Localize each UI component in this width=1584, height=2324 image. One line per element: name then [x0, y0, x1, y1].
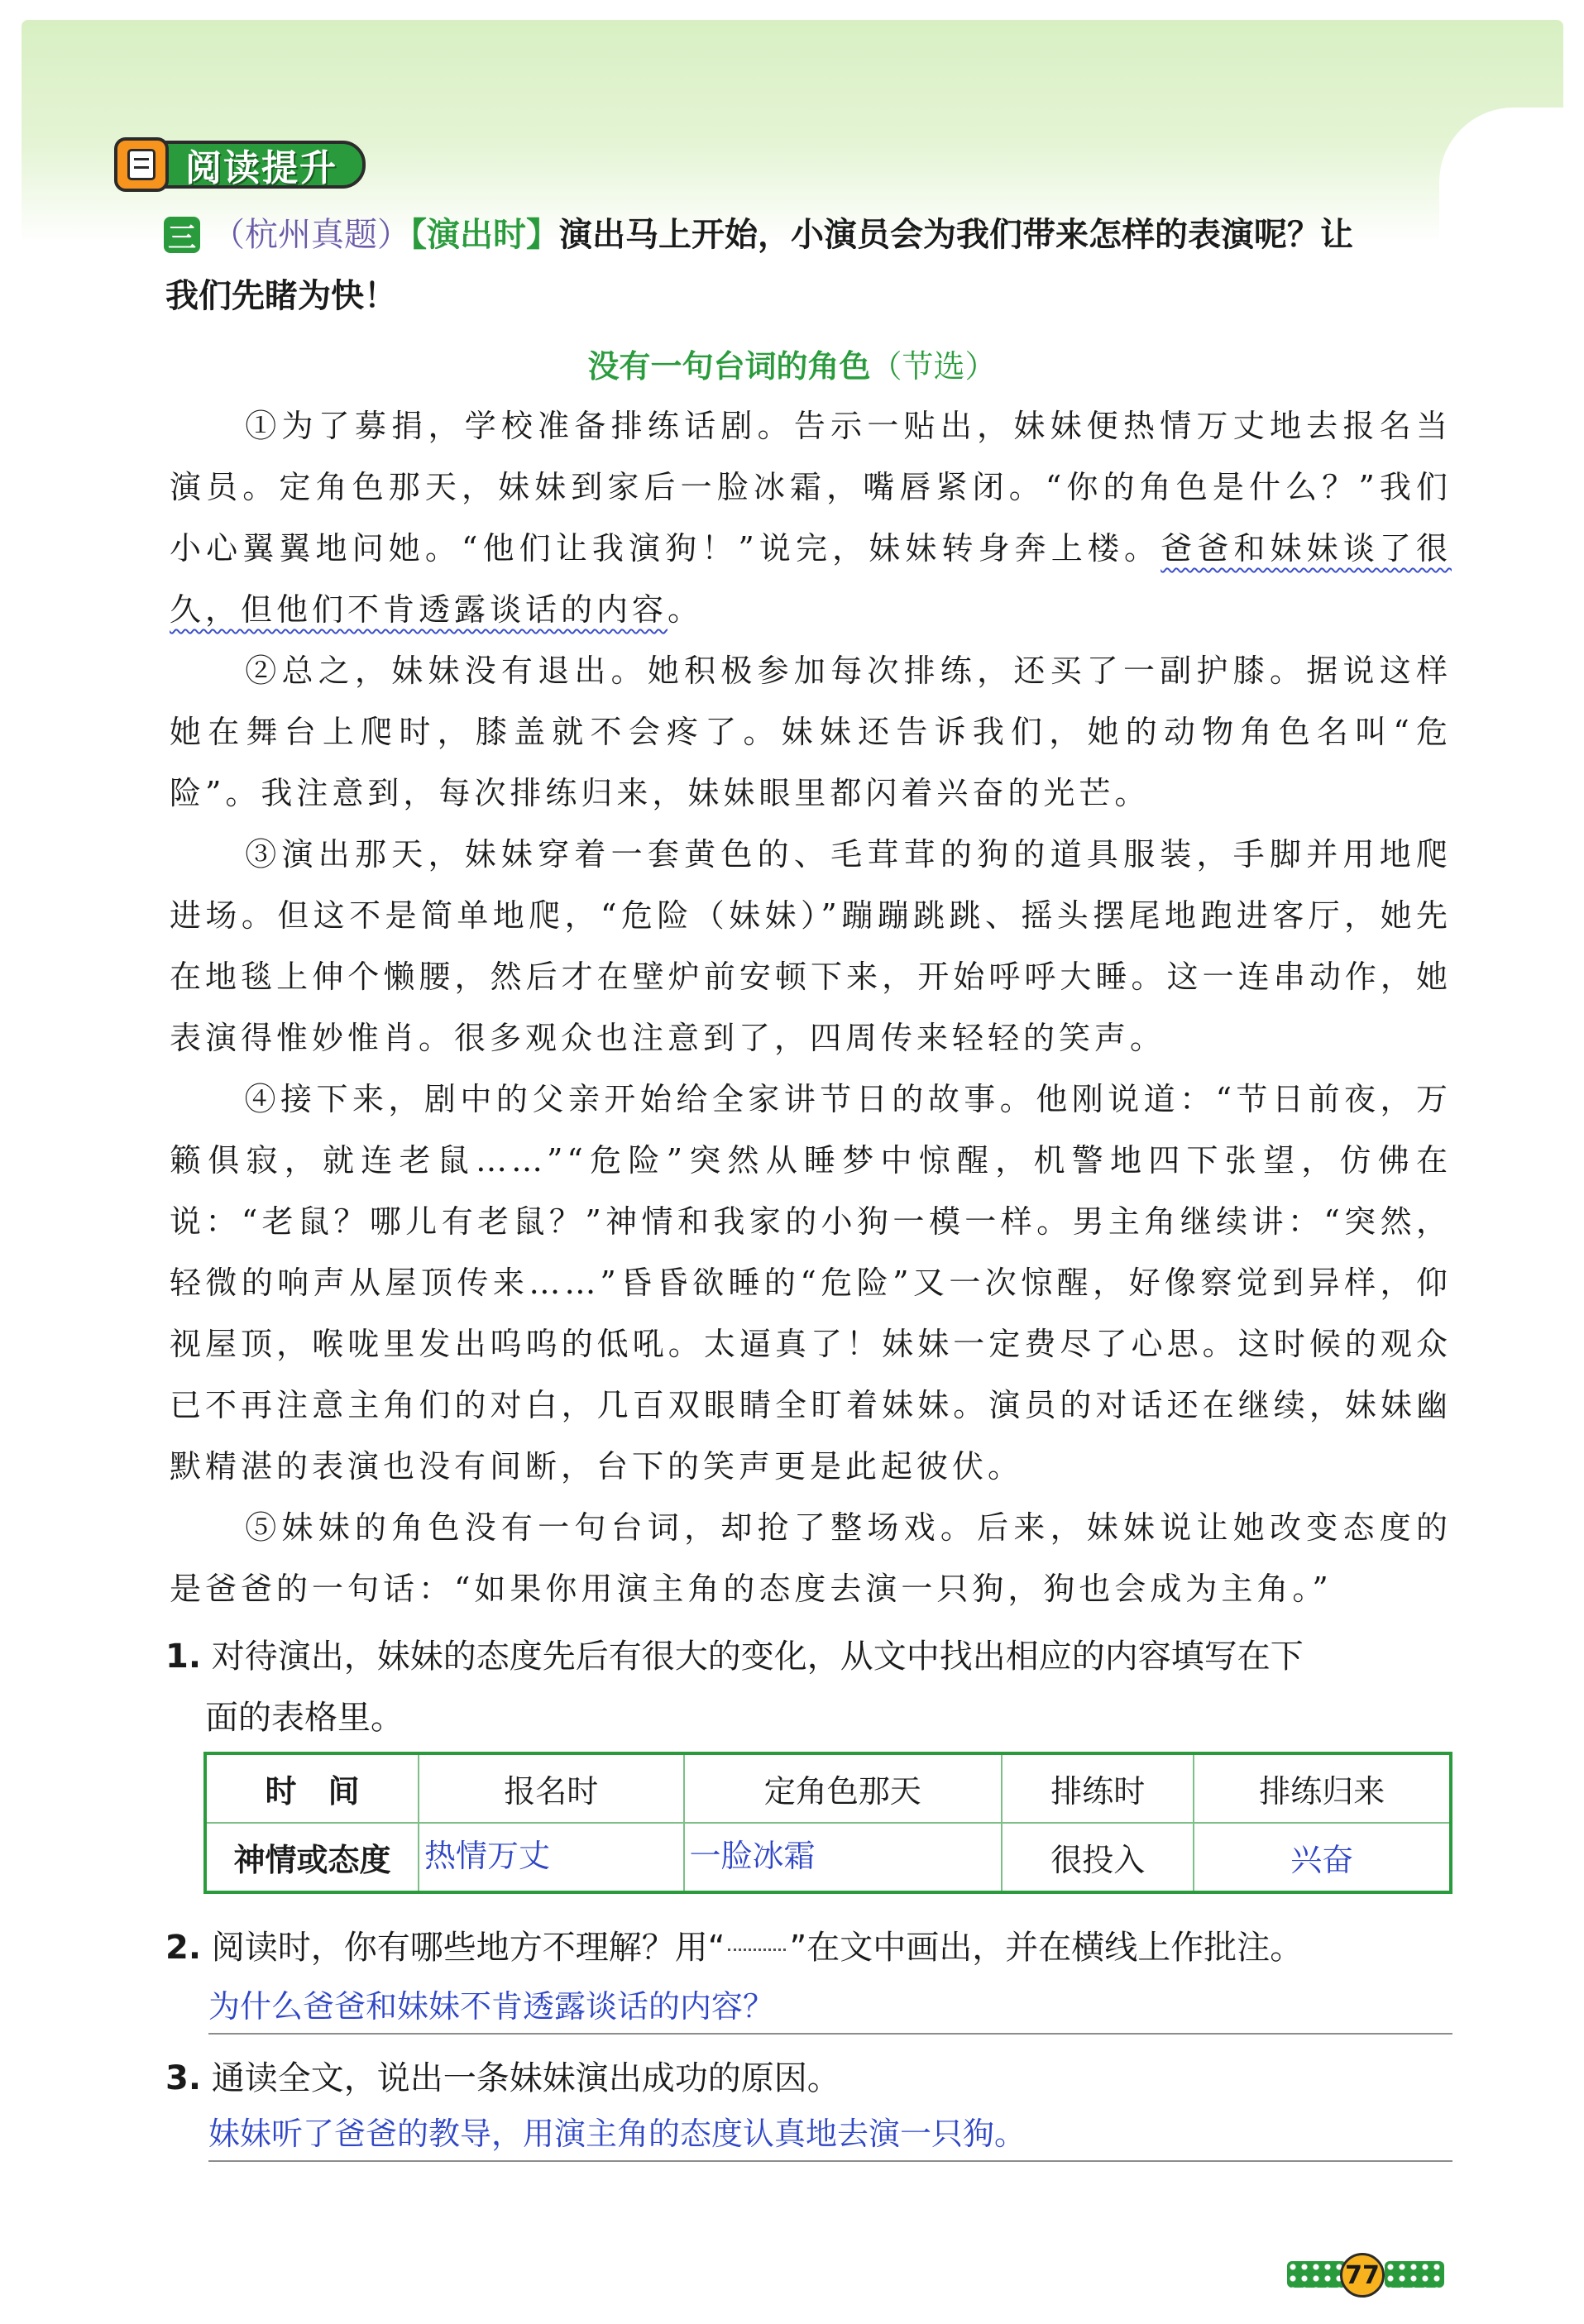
story-title-note: （节选）: [870, 348, 997, 385]
paragraph-2-text: ②总之，妹妹没有退出。她积极参加每次排练，还买了一副护膝。据说这样她在舞台上爬时，膝盖就不会疼了。妹妹还告诉我们，她的动物角色名叫“危险”。我注意到，每次排练归来，妹妹眼里都闪着兴奋的光芒。: [170, 653, 1452, 811]
paragraph-1: [170, 395, 1452, 640]
paragraph-3: [170, 824, 1452, 1069]
answer-casting[interactable]: 一脸冰霜: [684, 1823, 1003, 1892]
exercise-intro: [212, 205, 1456, 265]
question-2-text-b: ”在文中画出，并在横线上作批注。: [789, 1929, 1304, 1967]
table-row: [205, 1753, 1451, 1823]
question-1-text: 对待演出，妹妹的态度先后有很大的变化，从文中找出相应的内容填写在下: [211, 1638, 1304, 1676]
answer-signup[interactable]: 热情万丈: [419, 1823, 684, 1892]
story-title-text: 没有一句台词的角色: [587, 348, 871, 385]
question-1-text-cont: 面的表格里。: [205, 1699, 404, 1737]
question-2-answer[interactable]: 为什么爸爸和妹妹不肯透露谈话的内容？: [208, 1982, 1452, 2035]
table-head-time: 时 间: [205, 1753, 419, 1823]
page-number: 77: [1340, 2253, 1385, 2298]
question-3: [165, 2048, 1456, 2109]
answer-rehearsal[interactable]: 很投入: [1002, 1823, 1194, 1892]
page-number-decoration-left: [1287, 2261, 1347, 2288]
section-badge: [114, 137, 366, 192]
table-head-attitude: 神情或态度: [205, 1823, 419, 1892]
answer-after-rehearsal[interactable]: 兴奋: [1194, 1823, 1451, 1892]
table-col-signup: 报名时: [419, 1753, 684, 1823]
question-3-number: 3.: [165, 2059, 202, 2097]
story-title: [0, 341, 1584, 386]
question-1: [165, 1626, 1456, 1748]
question-3-text: 通读全文，说出一条妹妹演出成功的原因。: [211, 2059, 840, 2097]
exercise-mark: 三: [164, 217, 200, 253]
wavy-line-sample: [728, 1949, 786, 1951]
table-col-after-rehearsal: 排练归来: [1194, 1753, 1451, 1823]
question-2-number: 2.: [165, 1929, 202, 1967]
question-1-number: 1.: [165, 1638, 202, 1676]
paragraph-4-text: ④接下来，剧中的父亲开始给全家讲节日的故事。他刚说道：“节日前夜，万籁俱寂，就连老鼠……”“危险”突然从睡梦中惊醒，机警地四下张望，仿佛在说：“老鼠？哪儿有老鼠？”神情和我家的小狗一模一样。男主角继续讲：“突然，轻微的响声从屋顶传来……”昏昏欲睡的“危险”又一次惊醒，好像察觉到异样，仰视屋顶，喉咙里发出呜呜的低吼。太逼真了！妹妹一定费尽了心思。这时候的观众已不再注意主角们的对白，几百双眼睛全盯着妹妹。演员的对话还在继续，妹妹幽默精湛的表演也没有间断，台下的笑声更是此起彼伏。: [170, 1081, 1452, 1485]
exercise-intro-line1: 演出马上开始，小演员会为我们带来怎样的表演呢？让: [559, 216, 1353, 254]
book-icon: [114, 137, 169, 192]
paragraph-3-text: ③演出那天，妹妹穿着一套黄色的、毛茸茸的狗的道具服装，手脚并用地爬进场。但这不是简单地爬，“危险（妹妹）”蹦蹦跳跳、摇头摆尾地跑进客厅，她先在地毯上伸个懒腰，然后才在壁炉前安顿下来，开始呼呼大睡。这一连串动作，她表演得惟妙惟肖。很多观众也注意到了，四周传来轻轻的笑声。: [170, 836, 1452, 1056]
question-2: [165, 1917, 1456, 1978]
exercise-source: （杭州真题）: [212, 216, 410, 254]
paragraph-5: [170, 1497, 1452, 1619]
header-curve: [1439, 108, 1580, 273]
page-number-decoration-right: [1385, 2261, 1444, 2288]
table-row: [205, 1823, 1451, 1892]
paragraph-5-text: ⑤妹妹的角色没有一句台词，却抢了整场戏。后来，妹妹说让她改变态度的是爸爸的一句话：“如果你用演主角的态度去演一只狗，狗也会成为主角。”: [170, 1509, 1452, 1607]
annotated-sentence: 爸爸和妹妹谈了很久，但他们不肯透露谈话的内容: [170, 530, 1452, 628]
page-number-badge: [1287, 2253, 1444, 2294]
question-2-text-a: 阅读时，你有哪些地方不理解？用“: [211, 1929, 725, 1967]
attitude-table: [203, 1752, 1452, 1894]
section-badge-label: 阅读提升: [156, 141, 366, 189]
table-col-casting: 定角色那天: [684, 1753, 1003, 1823]
exercise-intro-line2: 我们先睹为快！: [165, 277, 397, 315]
question-3-answer[interactable]: 妹妹听了爸爸的教导，用演主角的态度认真地去演一只狗。: [208, 2109, 1452, 2162]
table-col-rehearsal: 排练时: [1002, 1753, 1194, 1823]
exercise-tag: 【演出时】: [410, 216, 559, 254]
paragraph-4: [170, 1069, 1452, 1497]
paragraph-1-text: ①为了募捐，学校准备排练话剧。告示一贴出，妹妹便热情万丈地去报名当演员。定角色那天，妹妹到家后一脸冰霜，嘴唇紧闭。“你的角色是什么？”我们小心翼翼地问她。“他们让我演狗！”说完，妹妹转身奔上楼。: [170, 408, 1452, 567]
paragraph-2: [170, 640, 1452, 824]
paragraph-1-end: 。: [668, 591, 704, 628]
